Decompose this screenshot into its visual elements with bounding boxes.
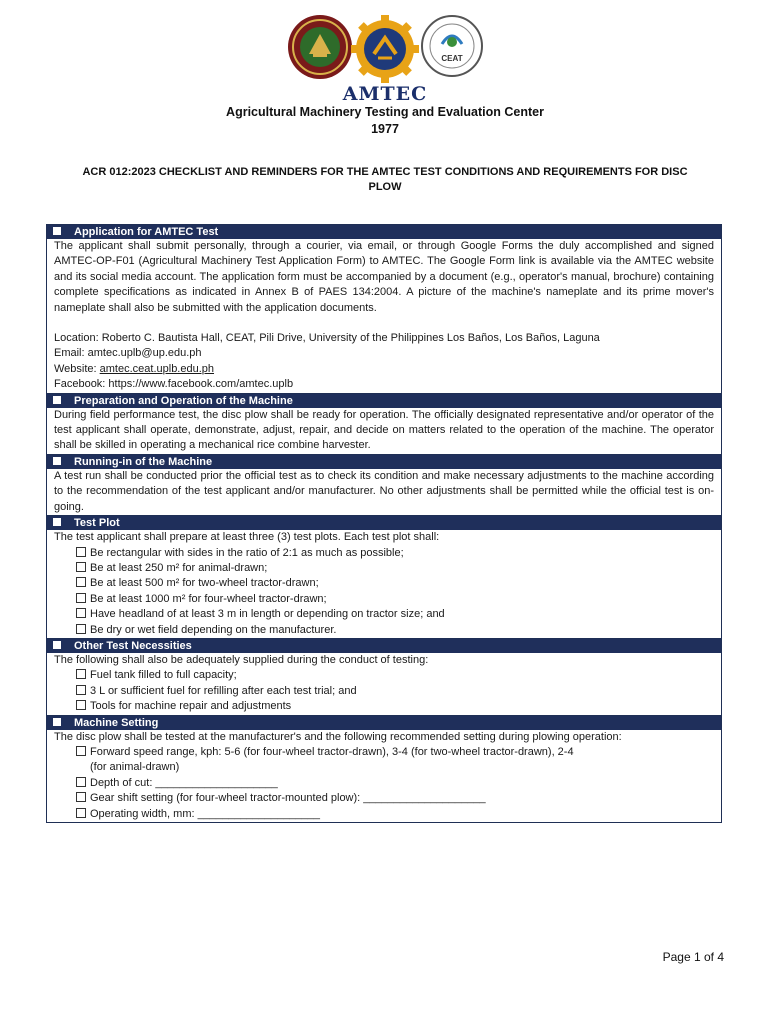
checklist-item: [54, 791, 714, 806]
checkbox-icon[interactable]: [76, 624, 86, 634]
page-number: Page 1 of 4: [662, 950, 724, 964]
section-body-machine-setting: [47, 730, 721, 822]
founding-year: 1977: [371, 122, 399, 136]
section-title: Other Test Necessities: [74, 639, 192, 652]
checklist-item: [54, 699, 714, 714]
ceat-logo-text: CEAT: [441, 54, 463, 63]
checklist-table: [46, 224, 722, 823]
checklist-item: [54, 623, 714, 638]
machine-setting-intro: The disc plow shall be tested at the manufacturer's and the following recommended setting during plowing operation:: [54, 730, 622, 743]
website-line: [54, 362, 714, 377]
checkbox-icon[interactable]: [76, 685, 86, 695]
section-title: Machine Setting: [74, 716, 159, 729]
checkbox-icon[interactable]: [76, 562, 86, 572]
checklist-item: [54, 668, 714, 683]
logo-row: [0, 14, 770, 86]
checkbox-icon[interactable]: [76, 792, 86, 802]
checklist-item-text: Be rectangular with sides in the ratio of 2:1 as much as possible;: [90, 546, 404, 559]
checkbox-icon[interactable]: [76, 577, 86, 587]
checklist-item: [54, 592, 714, 607]
section-header-application: [47, 224, 721, 239]
agency-name: AMTEC: [342, 83, 428, 105]
preparation-paragraph: During field performance test, the disc plow shall be ready for operation. The officially designated representative and/or operator of the test applicant shall operate, demonstrate, adjust, repair, and decide on matters related to the operation of the machine. The operator shall be skilled in operating a mechanical rice combine harvester.: [54, 408, 714, 452]
email-line: Email: amtec.uplb@up.edu.ph: [54, 347, 202, 360]
checklist-item-text: 3 L or sufficient fuel for refilling after each test trial; and: [90, 684, 357, 697]
running-in-paragraph: A test run shall be conducted prior the official test as to check its condition and make necessary adjustments to the machine according to the recommendation of the test applicant and/or manufacturer. No other adjustments shall be permitted while the official test is on-going.: [54, 469, 714, 513]
checkbox-icon[interactable]: [76, 608, 86, 618]
checklist-item-text: Be at least 500 m² for two-wheel tractor-drawn;: [90, 577, 319, 590]
website-label: Website:: [54, 362, 100, 375]
amtec-gear-logo: [350, 14, 420, 84]
checklist-item-text: Be at least 1000 m² for four-wheel tractor-drawn;: [90, 592, 327, 605]
square-bullet-icon: [53, 518, 61, 526]
depth-of-cut-field[interactable]: Depth of cut: ____________________: [90, 776, 278, 789]
square-bullet-icon: [53, 457, 61, 465]
section-title: Running-in of the Machine: [74, 455, 213, 468]
section-body-running-in: [47, 469, 721, 515]
checkbox-icon[interactable]: [76, 547, 86, 557]
square-bullet-icon: [53, 718, 61, 726]
checklist-item: [54, 607, 714, 622]
university-seal-logo: [287, 14, 353, 80]
section-header-other-necessities: [47, 638, 721, 653]
checklist-item: [54, 561, 714, 576]
location-line: Location: Roberto C. Bautista Hall, CEAT, Pili Drive, University of the Philippines Los Baños, Los Baños, Laguna: [54, 332, 600, 345]
gear-shift-field[interactable]: Gear shift setting (for four-wheel tractor-mounted plow): ____________________: [90, 792, 486, 805]
section-title: Preparation and Operation of the Machine: [74, 394, 293, 407]
checkbox-icon[interactable]: [76, 700, 86, 710]
square-bullet-icon: [53, 227, 61, 235]
section-title: Application for AMTEC Test: [74, 226, 219, 238]
checklist-item-text: Tools for machine repair and adjustments: [90, 700, 292, 713]
checkbox-icon[interactable]: [76, 746, 86, 756]
checkbox-icon[interactable]: [76, 593, 86, 603]
checklist-item: [54, 546, 714, 561]
section-header-preparation: [47, 393, 721, 408]
facebook-line: Facebook: https://www.facebook.com/amtec.uplb: [54, 378, 294, 391]
section-header-machine-setting: [47, 715, 721, 730]
section-body-preparation: [47, 408, 721, 454]
checklist-item-continuation: (for animal-drawn): [90, 761, 180, 774]
checklist-item: [54, 776, 714, 791]
document-title: ACR 012:2023 CHECKLIST AND REMINDERS FOR THE AMTEC TEST CONDITIONS AND REQUIREMENTS FOR DISC PLOW: [82, 166, 688, 193]
checklist-item: [54, 745, 714, 776]
section-header-running-in: [47, 454, 721, 469]
section-body-test-plot: [47, 530, 721, 638]
section-header-test-plot: [47, 515, 721, 530]
ceat-logo: [420, 14, 484, 78]
checklist-item-text: Be dry or wet field depending on the manufacturer.: [90, 623, 337, 636]
website-link[interactable]: amtec.ceat.uplb.edu.ph: [99, 362, 215, 375]
square-bullet-icon: [53, 641, 61, 649]
checklist-item-text: Have headland of at least 3 m in length or depending on tractor size; and: [90, 608, 445, 621]
checklist-item: [54, 807, 714, 822]
checklist-item-text: Be at least 250 m² for animal-drawn;: [90, 561, 268, 574]
section-body-application: [47, 239, 721, 393]
square-bullet-icon: [53, 396, 61, 404]
operating-width-field[interactable]: Operating width, mm: ____________________: [90, 807, 320, 820]
section-title: Test Plot: [74, 517, 120, 530]
checkbox-icon[interactable]: [76, 669, 86, 679]
checkbox-icon[interactable]: [76, 777, 86, 787]
checklist-item: [54, 576, 714, 591]
center-name: Agricultural Machinery Testing and Evaluation Center: [226, 105, 544, 119]
other-intro: The following shall also be adequately supplied during the conduct of testing:: [54, 653, 429, 666]
checklist-item-text: Fuel tank filled to full capacity;: [90, 669, 237, 682]
section-body-other-necessities: [47, 653, 721, 715]
test-plot-intro: The test applicant shall prepare at least three (3) test plots. Each test plot shall:: [54, 531, 440, 544]
checklist-item: [54, 684, 714, 699]
application-paragraph: The applicant shall submit personally, through a courier, via email, or through Google Forms the duly accomplished and signed AMTEC-OP-F01 (Agricultural Machinery Test Application Form) to AMTEC. The Google Form link is available via the AMTEC website and its social media account. The application form must be accompanied by a document (e.g., operator's manual, brochure) containing complete specifications as indicated in Annex B of PAES 134:2004. A picture of the machine's nameplate and its prime mover's nameplate shall also be submitted with the application documents.: [54, 240, 714, 314]
checklist-item-text: Forward speed range, kph: 5-6 (for four-wheel tractor-drawn), 3-4 (for two-wheel tractor-drawn), 2-4: [90, 745, 574, 758]
checkbox-icon[interactable]: [76, 808, 86, 818]
